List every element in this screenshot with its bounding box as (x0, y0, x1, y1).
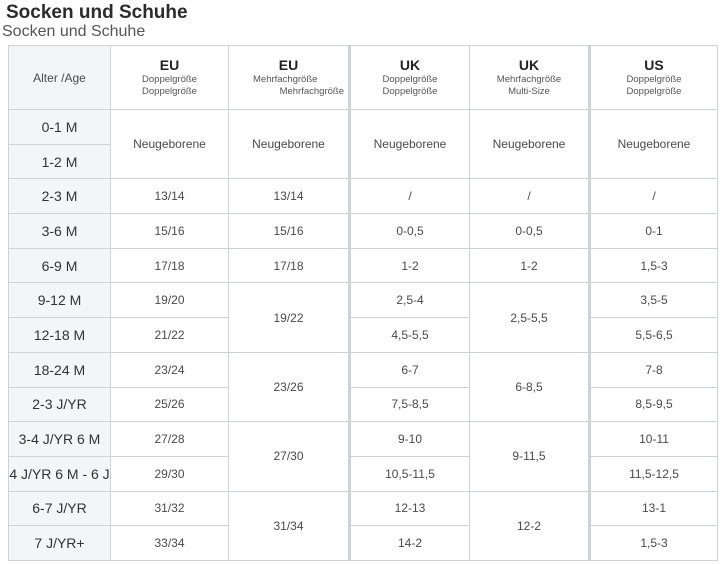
size-cell: 21/22 (111, 318, 229, 353)
size-cell: / (590, 179, 718, 214)
size-cell: 12-13 (350, 491, 470, 526)
column-header-main: EU (278, 57, 299, 73)
size-cell: 10,5-11,5 (350, 456, 470, 491)
age-cell: 9-12 M (9, 283, 111, 318)
age-cell: 18-24 M (9, 352, 111, 387)
newborn-cell: Neugeborene (590, 110, 718, 179)
size-cell: 0-1 (590, 214, 718, 249)
size-cell: 31/32 (111, 491, 229, 526)
size-cell: 1-2 (470, 248, 590, 283)
age-cell: 6-7 J/YR (9, 491, 111, 526)
table-row (9, 422, 718, 457)
table-header-row (9, 46, 718, 110)
size-cell: 2,5-4 (350, 283, 470, 318)
age-cell: 6-9 M (9, 248, 111, 283)
size-cell: 13/14 (229, 179, 350, 214)
uk-multi-header (470, 46, 590, 110)
size-cell: 7,5-8,5 (350, 387, 470, 422)
column-header-main: EU (159, 57, 180, 73)
size-cell: 3,5-5 (590, 283, 718, 318)
size-cell: 33/34 (111, 526, 229, 561)
size-cell: 9-11,5 (470, 422, 590, 491)
size-cell: 1,5-3 (590, 526, 718, 561)
size-cell: 4,5-5,5 (350, 318, 470, 353)
table-row (9, 318, 718, 353)
table-row (9, 387, 718, 422)
size-cell: 6-7 (350, 352, 470, 387)
column-header-sub: Mehrfachgröße (279, 86, 344, 97)
table-row (9, 110, 718, 145)
column-header-main: UK (399, 57, 421, 73)
table-row (9, 248, 718, 283)
newborn-cell: Neugeborene (470, 110, 590, 179)
age-cell: 2-3 M (9, 179, 111, 214)
table-row (9, 352, 718, 387)
column-header-sub: Mehrfachgröße (253, 74, 318, 85)
table-row (9, 456, 718, 491)
table-row (9, 491, 718, 526)
size-cell: 13/14 (111, 179, 229, 214)
size-cell: 0-0,5 (470, 214, 590, 249)
age-cell: 4 J/YR 6 M - 6 J (9, 456, 111, 491)
size-cell: 19/22 (229, 283, 350, 352)
size-table (8, 45, 718, 561)
size-cell: 11,5-12,5 (590, 456, 718, 491)
size-cell: 8,5-9,5 (590, 387, 718, 422)
us-double-header (590, 46, 718, 110)
size-cell: 27/28 (111, 422, 229, 457)
size-cell: 12-2 (470, 491, 590, 560)
page-subtitle: Socken und Schuhe (2, 23, 146, 40)
age-cell: 3-6 M (9, 214, 111, 249)
size-cell: 1-2 (350, 248, 470, 283)
table-row (9, 214, 718, 249)
age-cell: 12-18 M (9, 318, 111, 353)
age-cell: 2-3 J/YR (9, 387, 111, 422)
age-cell: 3-4 J/YR 6 M (9, 422, 111, 457)
newborn-cell: Neugeborene (350, 110, 470, 179)
size-cell: 31/34 (229, 491, 350, 560)
size-cell: 27/30 (229, 422, 350, 491)
size-cell: 29/30 (111, 456, 229, 491)
size-cell: 7-8 (590, 352, 718, 387)
column-header-sub: Doppelgröße (142, 74, 197, 85)
size-cell: / (350, 179, 470, 214)
column-header-main: UK (518, 57, 540, 73)
column-header-sub: Doppelgröße (626, 74, 682, 85)
column-header-sub: Doppelgröße (142, 86, 197, 97)
size-cell: 14-2 (350, 526, 470, 561)
size-cell: 17/18 (229, 248, 350, 283)
column-header-sub: Multi-Size (508, 86, 550, 97)
size-cell: 17/18 (111, 248, 229, 283)
size-cell: 13-1 (590, 491, 718, 526)
size-cell: 9-10 (350, 422, 470, 457)
size-cell: 10-11 (590, 422, 718, 457)
size-cell: 2,5-5,5 (470, 283, 590, 352)
table-row (9, 179, 718, 214)
size-cell: / (470, 179, 590, 214)
size-cell: 15/16 (229, 214, 350, 249)
column-header-sub: Doppelgröße (626, 86, 682, 97)
age-cell: 0-1 M (9, 110, 111, 145)
size-cell: 19/20 (111, 283, 229, 318)
column-header-sub: Mehrfachgröße (496, 74, 562, 85)
age-cell: 7 J/YR+ (9, 526, 111, 561)
size-cell: 15/16 (111, 214, 229, 249)
age-column-header: Alter /Age (9, 46, 111, 110)
newborn-cell: Neugeborene (229, 110, 350, 179)
table-row (9, 283, 718, 318)
size-cell: 6-8,5 (470, 352, 590, 421)
size-cell: 25/26 (111, 387, 229, 422)
newborn-cell: Neugeborene (111, 110, 229, 179)
size-cell: 5,5-6,5 (590, 318, 718, 353)
column-header-main: US (644, 57, 664, 73)
size-cell: 23/24 (111, 352, 229, 387)
uk-double-header (350, 46, 470, 110)
page-title: Socken und Schuhe (6, 2, 188, 23)
table-row (9, 526, 718, 561)
size-cell: 23/26 (229, 352, 350, 421)
size-cell: 0-0,5 (350, 214, 470, 249)
eu-double-header (111, 46, 229, 110)
age-cell: 1-2 M (9, 144, 111, 179)
size-cell: 1,5-3 (590, 248, 718, 283)
eu-multi-header (229, 46, 350, 110)
column-header-sub: Doppelgröße (382, 74, 438, 85)
column-header-sub: Doppelgröße (382, 86, 438, 97)
